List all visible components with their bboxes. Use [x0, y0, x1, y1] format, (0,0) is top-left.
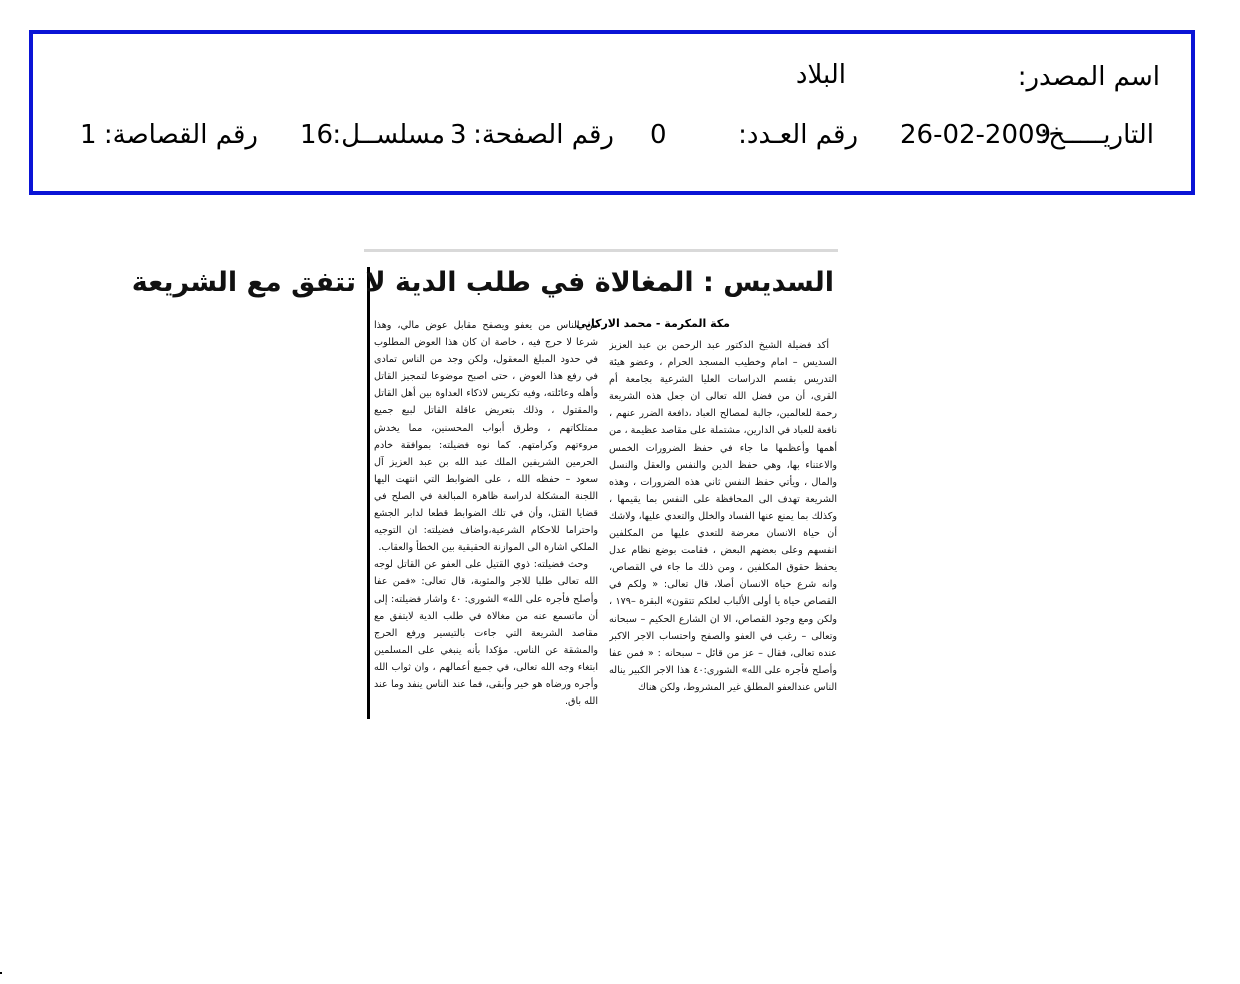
article-byline: مكة المكرمة - محمد الاركاني [575, 317, 730, 330]
article-column-left [374, 317, 598, 722]
article-paragraph: من الناس من يعفو ويصفح مقابل عوض مالي، وهذا شرعا لا حرج فيه ، خاصة ان كان هذا العوض المطلوب في حدود المبلغ المعقول، ولكن وجد من الناس تمادى في رفع هذا العوض ، حتى اصبح موضوعا لتمجيز القاتل وأهله وعائلته، وفيه تكريس لاذكاء العداوة بين أهل القاتل والمقتول ، وذلك بتعريض عاقلة القاتل لبيع جميع ممتلكاتهم ، وطرق أبواب المحسنين، مما يخدش مروءتهم وكرامتهم. كما نوه فضيلته: بموافقة خادم الحرمين الشريفين الملك عبد الله بن عبد العزيز آل سعود – حفظه الله ، على الضوابط التي انتهت اليها اللجنة المشكلة لدراسة ظاهرة المبالغة في الصلح في قضايا القتل، وأن في تلك الضوابط قطعا لدابر الجشع واحتراما للاحكام الشرعية،واضاف فضيلته: ان التوجيه الملكي اشارة الى الموازنة الحقيقية بين الخطأ والعقاب. [374, 320, 598, 554]
date-label: التاريـــــخ: [1039, 120, 1154, 150]
serial-label: مسلســل: [332, 120, 445, 150]
source-value: البلاد [795, 60, 846, 90]
serial-value: 16 [300, 120, 334, 150]
source-label: اسم المصدر: [1017, 62, 1160, 92]
clipping-left-rule [367, 267, 370, 719]
clip-number-label: رقم القصاصة: [103, 120, 258, 150]
metadata-header-box [29, 30, 1195, 195]
scan-mark [0, 972, 2, 974]
issue-value: 0 [650, 120, 667, 150]
clip-number-value: 1 [80, 120, 97, 150]
date-value: 26-02-2009 [900, 120, 1052, 150]
page-label: رقم الصفحة: [473, 120, 614, 150]
page-value: 3 [450, 120, 467, 150]
article-headline: السديس : المغالاة في طلب الدية لا تتفق مع الشريعة [131, 267, 834, 298]
article-column-right: أكد فضيلة الشيخ الدكتور عبد الرحمن بن عبد العزيز السديس – امام وخطيب المسجد الحرام ، وعضو هيئة التدريس بقسم الدراسات العليا الشرعية بجامعة أم القرى، أن من فضل الله تعالى ان جعل هذه الشريعة رحمة للعالمين، جالبة لمصالح العباد ،دافعة الضرر عنهم ، نافعة للعباد في الدارين، مشتملة على مقاصد عظيمة ، من أهمها وأعظمها ما جاء في حفظ الضرورات الخمس والاعتناء بها، وهي حفظ الدين والنفس والعقل والنسل والمال ، ويأتي حفظ النفس ثاني هذه الضرورات ، وهذه الشريعة تهدف الى المحافظة على النفس بما يقيمها ، وكذلك بما يمنع عنها الفساد والخلل والتعدي عليها، ولاشك أن حياة الانسان معرضة للتعدي عليها من المكلفين انفسهم وعلى بعضهم البعض ، فقامت بوضع نظام عدل يحفظ حقوق المكلفين ، ومن ذلك ما جاء في القصاص، وانه شرع حياة الانسان أصلا، قال تعالى: « ولكم في القصاص حياة يا أولى الألباب لعلكم تتقون» البقرة –١٧٩ ، ولكن ومع وجود القصاص، الا ان الشارع الحكيم – سبحانه وتعالى – رغب في العفو والصفح واحتساب الاجر الاكبر عنده تعالى، فقال – عز من قائل – سبحانه : « فمن عفا وأصلح فأجره على الله» الشورى:٤٠ هذا الاجر الكبير يناله الناس عندالعفو المطلق غير المشروط، ولكن هناك [609, 340, 837, 693]
issue-label: رقم العـدد: [738, 120, 858, 150]
clipping-top-rule [364, 249, 838, 252]
article-paragraph: وحث فضيلته: ذوي القتيل على العفو عن القاتل لوجه الله تعالى طلبا للاجر والمثوبة، قال تعالى: «فمن عفا وأصلح فأجره على الله» الشورى: ٤٠ واشار فضيلته: إلى أن ماتسمع عنه من مغالاة في طلب الدية لايتفق مع مقاصد الشريعة التي جاءت بالتيسير ورفع الحرج والمشقة عن الناس. مؤكدا بأنه ينبغي على المسلمين ابتغاء وجه الله تعالى، في جميع أعمالهم ، وان ثواب الله وأجره ورضاه هو خير وأبقى، فما عند الناس ينفد وما عند الله باق. [374, 559, 598, 708]
newspaper-clipping [131, 249, 838, 723]
